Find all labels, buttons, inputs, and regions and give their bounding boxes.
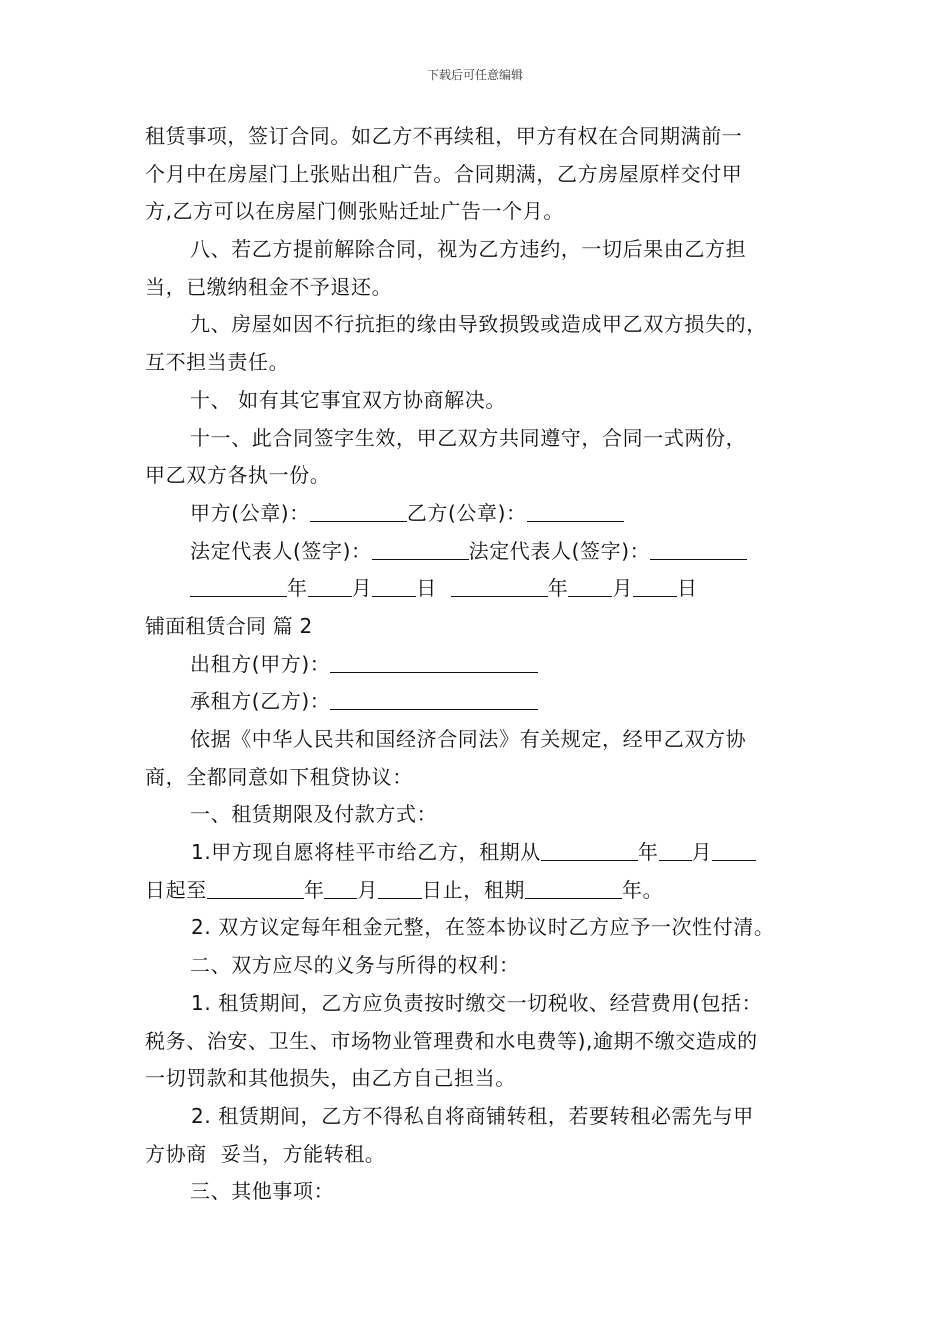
lease-term-line (145, 834, 815, 872)
paragraph-line: 互不担当责任。 (145, 350, 290, 375)
preamble-line: 依据《中华人民共和国经济合同法》有关规定，经甲乙双方协 (190, 727, 747, 751)
clause-eight: 八、若乙方提前解除合同，视为乙方违约，一切后果由乙方担 (190, 237, 747, 262)
start-year-blank (541, 838, 638, 861)
end-month-blank (324, 876, 357, 899)
rent-payment-line: 2. 双方议定每年租金元整，在签本协议时乙方应予一次性付清。 (191, 915, 775, 940)
party-b-rep-label: 法定代表人(签字)： (468, 538, 651, 563)
clause-ten: 十、 如有其它事宜双方协商解决。 (190, 387, 506, 412)
paragraph-line: 一切罚款和其他损失，由乙方自己担当。 (145, 1066, 516, 1091)
month-label-2: 月 (612, 576, 633, 601)
end-year-blank (207, 876, 304, 899)
start-day-blank (712, 838, 756, 861)
representative-line (145, 533, 815, 571)
obligation-one-line: 1. 租赁期间，乙方应负责按时缴交一切税收、经营费用(包括： (191, 990, 763, 1015)
day-label: 日 (416, 576, 437, 601)
month-label-4: 月 (357, 877, 379, 902)
month-label: 月 (351, 576, 373, 601)
document-body (145, 118, 815, 1211)
party-a-rep-blank (372, 537, 469, 560)
paragraph-line: 当，已缴纳租金不予退还。 (145, 274, 393, 299)
article-three-heading: 三、其他事项： (190, 1179, 335, 1204)
date-line (145, 570, 815, 608)
signature-seal-line (145, 495, 815, 533)
party-a-seal-label: 甲方(公章)： (190, 500, 310, 525)
paragraph-line: 租赁事项，签订合同。如乙方不再续租，甲方有权在合同期满前一 (145, 124, 743, 148)
paragraph-line: 税务、治安、卫生、市场物业管理费和水电费等),逾期不缴交造成的 (145, 1028, 758, 1053)
from-day-label: 日起至 (145, 877, 207, 902)
lessor-label: 出租方(甲方)： (190, 651, 331, 676)
party-b-seal-label: 乙方(公章)： (406, 500, 527, 525)
paragraph-line: 方协商 妥当，方能转租。 (145, 1141, 386, 1166)
party-a-rep-label: 法定代表人(签字)： (190, 538, 372, 563)
day-label-2: 日 (676, 576, 698, 601)
obligation-two-line: 2. 租赁期间，乙方不得私自将商铺转租，若要转租必需先与甲 (191, 1103, 754, 1128)
date-day-blank (372, 574, 416, 597)
article-two-heading: 二、双方应尽的义务与所得的权利： (190, 953, 520, 978)
party-b-seal-blank (527, 499, 624, 522)
paragraph-line: 商，全都同意如下租贷协议： (145, 764, 413, 789)
end-day-blank (378, 876, 422, 899)
paragraph-line: 甲乙双方各执一份。 (145, 463, 331, 488)
clause-nine: 九、房屋如因不行抗拒的缘由导致损毁或造成甲乙双方损失的， (190, 312, 767, 337)
lessee-line (145, 683, 815, 721)
date-year-blank-2 (451, 574, 548, 597)
section-title: 铺面租赁合同 篇 2 (145, 613, 313, 638)
year-label-4: 年 (303, 877, 325, 902)
party-b-rep-blank (650, 537, 747, 560)
lessee-label: 承租方(乙方)： (190, 689, 331, 714)
lessor-line (145, 646, 815, 684)
year-label-3: 年 (637, 840, 659, 865)
date-month-blank (308, 574, 352, 597)
lessee-blank (330, 687, 538, 710)
paragraph-line: 个月中在房屋门上张贴出租广告。合同期满，乙方房屋原样交付甲 (145, 161, 743, 186)
lease-term-text: 1.甲方现自愿将桂平市给乙方，租期从 (191, 840, 541, 865)
month-label-3: 月 (691, 840, 713, 865)
term-years-blank (525, 876, 622, 899)
year-end-label: 年。 (622, 877, 664, 902)
until-label: 日止，租期 (422, 877, 526, 902)
lease-term-end-line (145, 872, 815, 910)
clause-eleven: 十一、此合同签字生效，甲乙双方共同遵守，合同一式两份， (190, 425, 747, 450)
lessor-blank (330, 650, 538, 673)
paragraph-line: 方,乙方可以在房屋门侧张贴迁址广告一个月。 (145, 199, 564, 224)
year-label: 年 (287, 576, 308, 601)
date-day-blank-2 (633, 574, 677, 597)
date-month-blank-2 (568, 574, 612, 597)
start-month-blank (659, 838, 692, 861)
page-header: 下载后可任意编辑 (426, 68, 523, 82)
year-label-2: 年 (547, 576, 569, 601)
party-a-seal-blank (310, 499, 407, 522)
article-one-heading: 一、租赁期限及付款方式： (190, 802, 438, 827)
date-year-blank (190, 574, 287, 597)
